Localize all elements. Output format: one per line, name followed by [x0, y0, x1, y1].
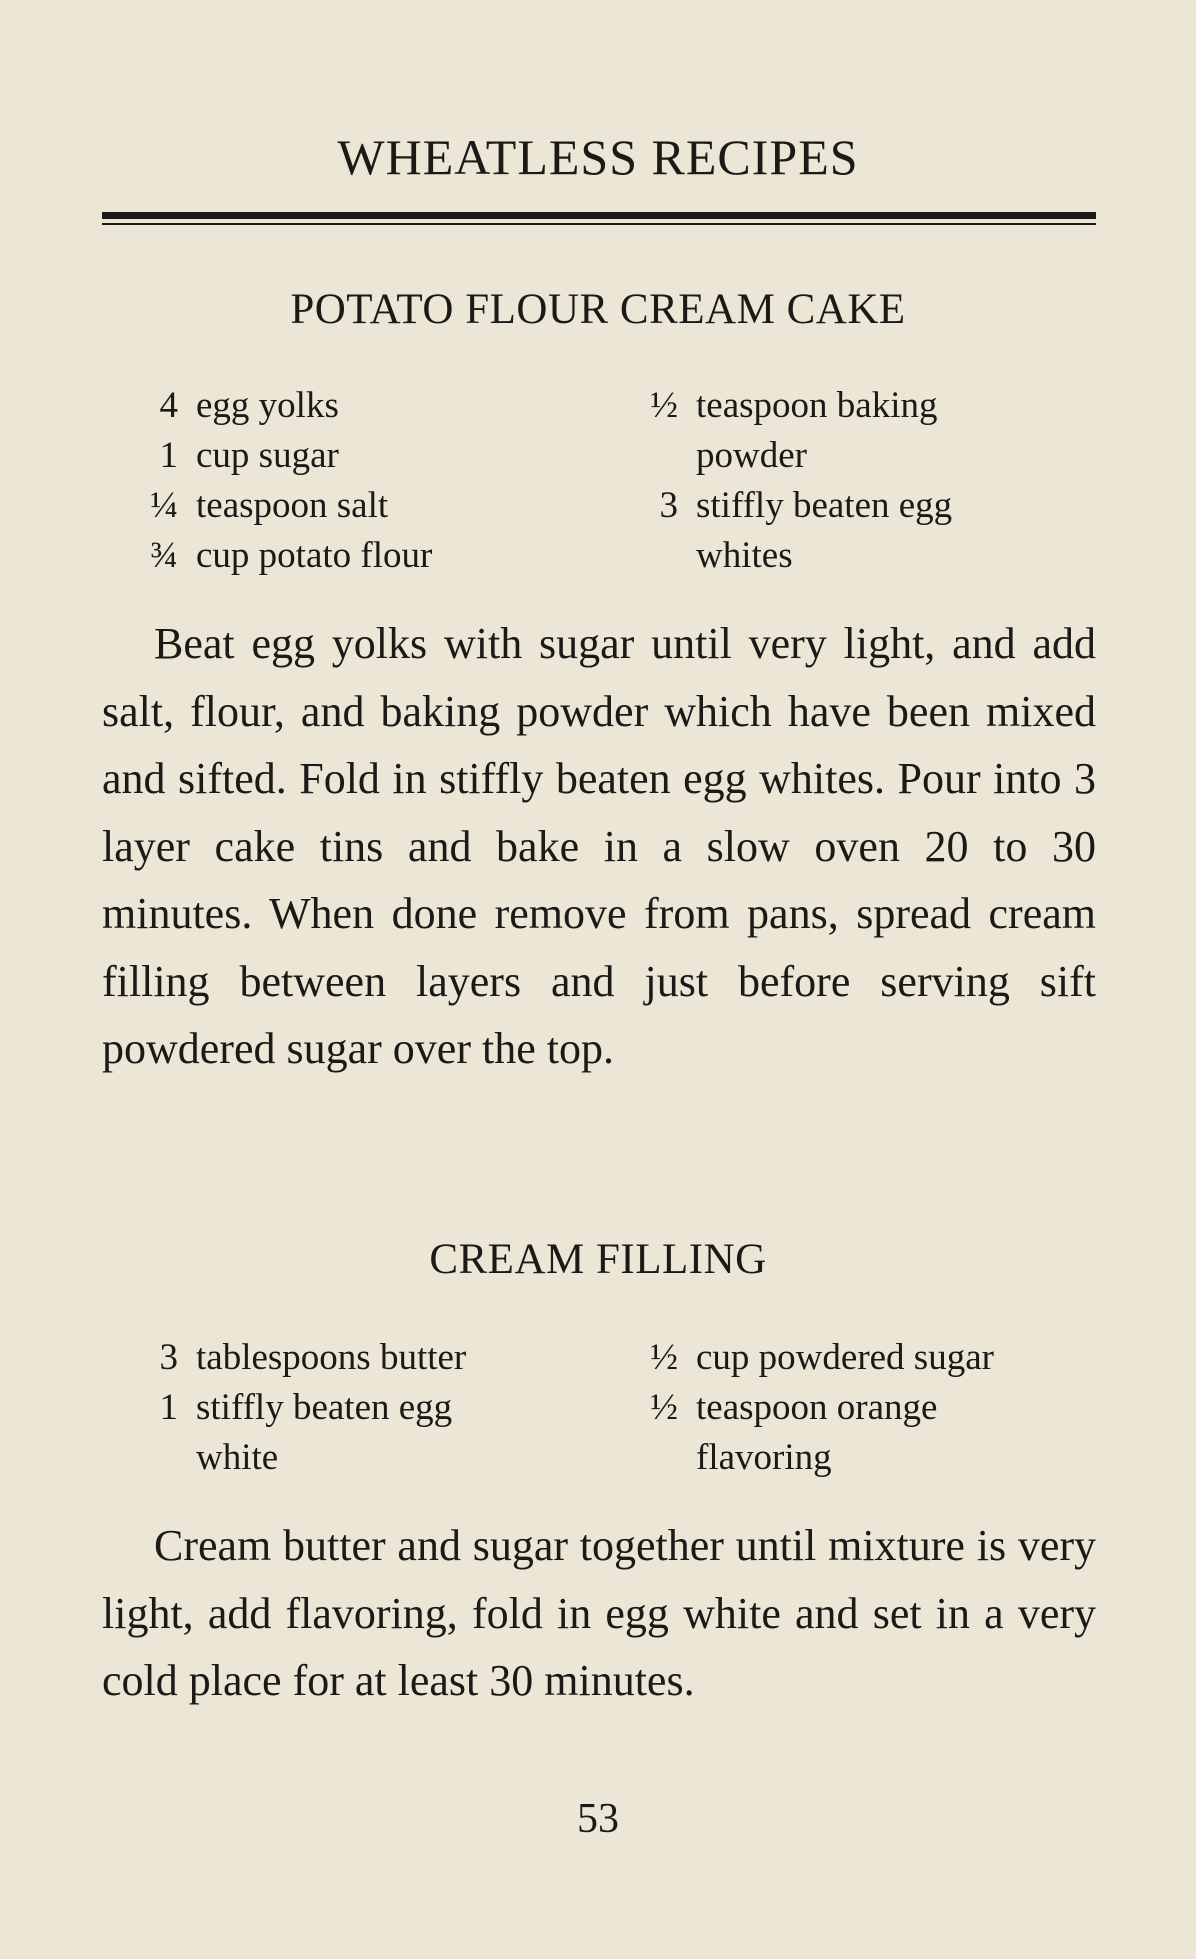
ingredient-row — [130, 380, 432, 430]
ingredient-row — [130, 480, 432, 530]
ingredient-item: cup sugar — [196, 434, 339, 476]
ingredient-row — [630, 530, 952, 580]
ingredients-left-recipe2 — [130, 1332, 466, 1482]
ingredient-item: stiffly beaten egg — [196, 1386, 453, 1428]
running-head: WHEATLESS RECIPES — [337, 129, 859, 185]
ingredient-qty: 1 — [159, 1386, 178, 1428]
recipe-title-cream-filling: CREAM FILLING — [429, 1236, 767, 1283]
ingredient-row — [630, 430, 952, 480]
ingredient-item: egg yolks — [196, 384, 339, 426]
ingredients-left-recipe1 — [130, 380, 432, 580]
ingredient-row — [630, 480, 952, 530]
ingredient-item: tablespoons butter — [196, 1336, 467, 1378]
ingredient-row — [630, 380, 952, 430]
ingredient-qty: 3 — [659, 484, 678, 526]
page-number: 53 — [577, 1796, 619, 1842]
ingredient-item: teaspoon orange — [696, 1386, 938, 1428]
header-rule-thin — [102, 223, 1096, 225]
recipe-directions-filling: Cream butter and sugar together until mixture is very light, add flavoring, fold in egg white and set in a very cold place for at least 30 minutes. — [102, 1521, 1096, 1705]
recipe-title-potato-flour-cream-cake: POTATO FLOUR CREAM CAKE — [290, 286, 906, 333]
ingredient-item: white — [196, 1436, 279, 1478]
ingredient-qty: 1 — [159, 434, 178, 476]
ingredient-item: cup potato flour — [196, 534, 433, 576]
ingredient-qty: ¼ — [150, 484, 178, 526]
ingredient-row — [130, 1382, 466, 1432]
ingredients-right-recipe1 — [630, 380, 952, 580]
ingredient-qty: 3 — [159, 1336, 178, 1378]
ingredient-item: whites — [696, 534, 793, 576]
ingredient-row — [130, 430, 432, 480]
ingredient-item: stiffly beaten egg — [696, 484, 953, 526]
ingredients-right-recipe2 — [630, 1332, 994, 1482]
header-rule-thick — [102, 212, 1096, 219]
ingredient-row — [630, 1382, 994, 1432]
ingredient-qty: ½ — [650, 1336, 678, 1378]
ingredient-qty: ¾ — [150, 534, 178, 576]
recipe-directions-cake: Beat egg yolks with sugar until very light, and add salt, flour, and baking powder which have been mixed and sifted. Fold in stiffly beaten egg whites. Pour into 3 layer cake tins and bake in a slow oven 20 to 30 minutes. When done remove from pans, spread cream filling between layers and just before serving sift powdered sugar over the top. — [102, 619, 1096, 1073]
ingredient-item: teaspoon salt — [196, 484, 389, 526]
ingredient-item: cup powdered sugar — [696, 1336, 994, 1378]
ingredient-qty: ½ — [650, 1386, 678, 1428]
ingredient-row — [130, 530, 432, 580]
ingredient-row — [130, 1432, 466, 1482]
ingredient-qty: 4 — [159, 384, 178, 426]
ingredient-row — [130, 1332, 466, 1382]
ingredient-row — [630, 1332, 994, 1382]
ingredient-item: powder — [696, 434, 807, 476]
ingredient-row — [630, 1432, 994, 1482]
ingredient-qty: ½ — [650, 384, 678, 426]
ingredient-item: flavoring — [696, 1436, 832, 1478]
ingredient-item: teaspoon baking — [696, 384, 938, 426]
